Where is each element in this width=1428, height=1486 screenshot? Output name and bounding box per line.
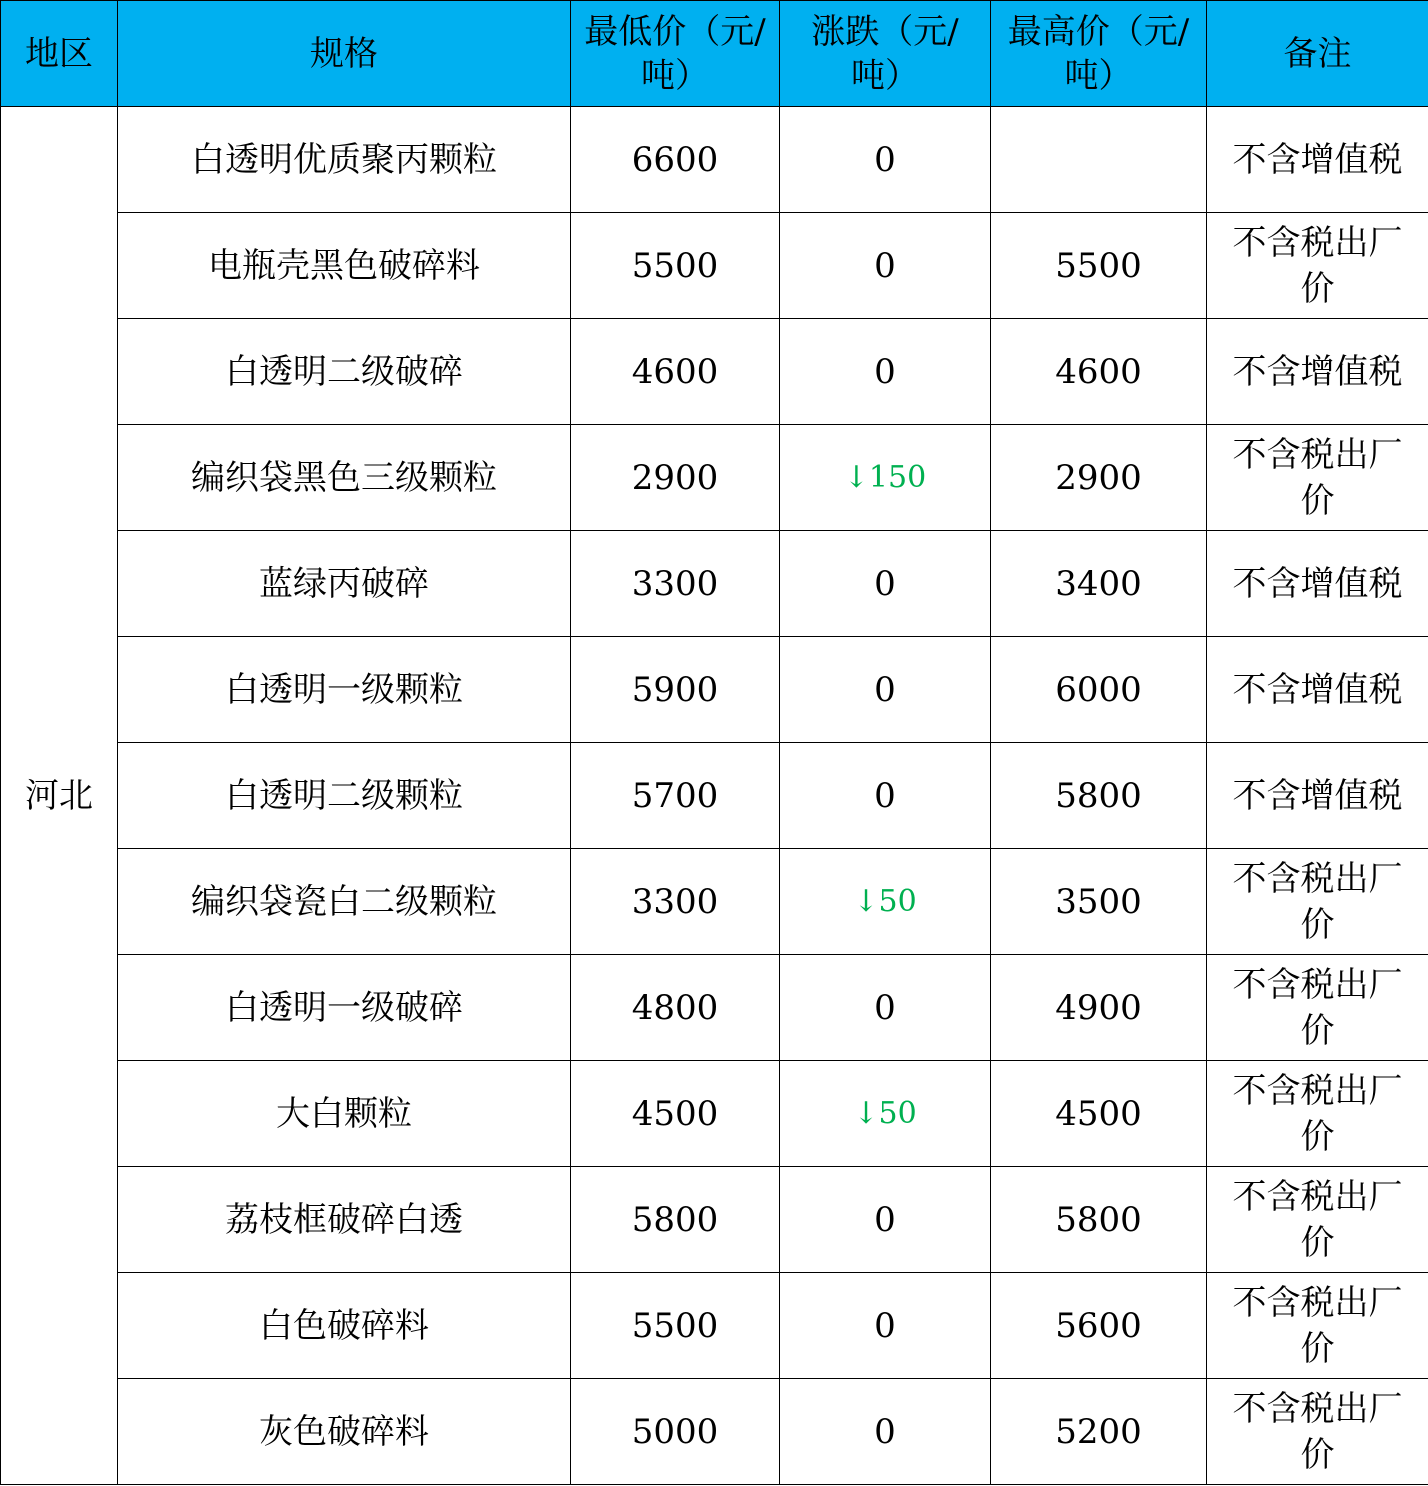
note-cell: 不含税出厂价 bbox=[1207, 1167, 1428, 1273]
max-price-cell: 5200 bbox=[991, 1379, 1207, 1485]
change-cell: 0 bbox=[780, 213, 991, 319]
max-price-cell: 2900 bbox=[991, 425, 1207, 531]
spec-cell: 大白颗粒 bbox=[118, 1061, 571, 1167]
min-price-cell: 5500 bbox=[571, 1273, 780, 1379]
min-price-cell: 4600 bbox=[571, 319, 780, 425]
note-cell: 不含增值税 bbox=[1207, 743, 1428, 849]
table-row bbox=[1, 107, 1428, 213]
change-cell: 0 bbox=[780, 531, 991, 637]
max-price-cell: 4500 bbox=[991, 1061, 1207, 1167]
table-body bbox=[1, 107, 1428, 1485]
max-price-cell: 5800 bbox=[991, 743, 1207, 849]
table-row bbox=[1, 849, 1428, 955]
header-change: 涨跌（元/吨） bbox=[780, 1, 991, 107]
table-row bbox=[1, 1273, 1428, 1379]
note-cell: 不含税出厂价 bbox=[1207, 849, 1428, 955]
min-price-cell: 4500 bbox=[571, 1061, 780, 1167]
change-cell: 0 bbox=[780, 107, 991, 213]
min-price-cell: 3300 bbox=[571, 531, 780, 637]
change-cell: ↓50 bbox=[780, 849, 991, 955]
header-row bbox=[1, 1, 1428, 107]
min-price-cell: 5000 bbox=[571, 1379, 780, 1485]
note-cell: 不含税出厂价 bbox=[1207, 1379, 1428, 1485]
min-price-cell: 4800 bbox=[571, 955, 780, 1061]
note-cell: 不含增值税 bbox=[1207, 319, 1428, 425]
header-max-price: 最高价（元/吨） bbox=[991, 1, 1207, 107]
note-cell: 不含增值税 bbox=[1207, 531, 1428, 637]
table-row bbox=[1, 743, 1428, 849]
min-price-cell: 5700 bbox=[571, 743, 780, 849]
spec-cell: 白色破碎料 bbox=[118, 1273, 571, 1379]
min-price-cell: 2900 bbox=[571, 425, 780, 531]
change-cell: 0 bbox=[780, 319, 991, 425]
table-row bbox=[1, 1061, 1428, 1167]
min-price-cell: 6600 bbox=[571, 107, 780, 213]
max-price-cell: 5500 bbox=[991, 213, 1207, 319]
min-price-cell: 3300 bbox=[571, 849, 780, 955]
header-spec: 规格 bbox=[118, 1, 571, 107]
table-row bbox=[1, 531, 1428, 637]
max-price-cell: 4900 bbox=[991, 955, 1207, 1061]
spec-cell: 荔枝框破碎白透 bbox=[118, 1167, 571, 1273]
change-cell: ↓150 bbox=[780, 425, 991, 531]
change-cell: 0 bbox=[780, 1167, 991, 1273]
change-cell: 0 bbox=[780, 637, 991, 743]
note-cell: 不含税出厂价 bbox=[1207, 1273, 1428, 1379]
max-price-cell: 5800 bbox=[991, 1167, 1207, 1273]
note-cell: 不含增值税 bbox=[1207, 107, 1428, 213]
spec-cell: 电瓶壳黑色破碎料 bbox=[118, 213, 571, 319]
header-min-price: 最低价（元/吨） bbox=[571, 1, 780, 107]
max-price-cell: 3400 bbox=[991, 531, 1207, 637]
spec-cell: 白透明一级破碎 bbox=[118, 955, 571, 1061]
note-cell: 不含税出厂价 bbox=[1207, 955, 1428, 1061]
region-cell: 河北 bbox=[1, 107, 118, 1485]
note-cell: 不含税出厂价 bbox=[1207, 1061, 1428, 1167]
change-cell: 0 bbox=[780, 1379, 991, 1485]
max-price-cell: 5600 bbox=[991, 1273, 1207, 1379]
note-cell: 不含税出厂价 bbox=[1207, 425, 1428, 531]
min-price-cell: 5900 bbox=[571, 637, 780, 743]
table-row bbox=[1, 637, 1428, 743]
min-price-cell: 5500 bbox=[571, 213, 780, 319]
table-row bbox=[1, 955, 1428, 1061]
spec-cell: 白透明二级颗粒 bbox=[118, 743, 571, 849]
spec-cell: 白透明二级破碎 bbox=[118, 319, 571, 425]
header-note: 备注 bbox=[1207, 1, 1428, 107]
change-cell: 0 bbox=[780, 955, 991, 1061]
table-row bbox=[1, 1167, 1428, 1273]
max-price-cell: 3500 bbox=[991, 849, 1207, 955]
spec-cell: 编织袋瓷白二级颗粒 bbox=[118, 849, 571, 955]
table-row bbox=[1, 425, 1428, 531]
spec-cell: 灰色破碎料 bbox=[118, 1379, 571, 1485]
table-row bbox=[1, 319, 1428, 425]
table-row bbox=[1, 213, 1428, 319]
min-price-cell: 5800 bbox=[571, 1167, 780, 1273]
change-cell: ↓50 bbox=[780, 1061, 991, 1167]
spec-cell: 蓝绿丙破碎 bbox=[118, 531, 571, 637]
max-price-cell bbox=[991, 107, 1207, 213]
max-price-cell: 6000 bbox=[991, 637, 1207, 743]
spec-cell: 编织袋黑色三级颗粒 bbox=[118, 425, 571, 531]
table-row bbox=[1, 1379, 1428, 1485]
max-price-cell: 4600 bbox=[991, 319, 1207, 425]
note-cell: 不含税出厂价 bbox=[1207, 213, 1428, 319]
spec-cell: 白透明优质聚丙颗粒 bbox=[118, 107, 571, 213]
change-cell: 0 bbox=[780, 743, 991, 849]
change-cell: 0 bbox=[780, 1273, 991, 1379]
note-cell: 不含增值税 bbox=[1207, 637, 1428, 743]
header-region: 地区 bbox=[1, 1, 118, 107]
spec-cell: 白透明一级颗粒 bbox=[118, 637, 571, 743]
